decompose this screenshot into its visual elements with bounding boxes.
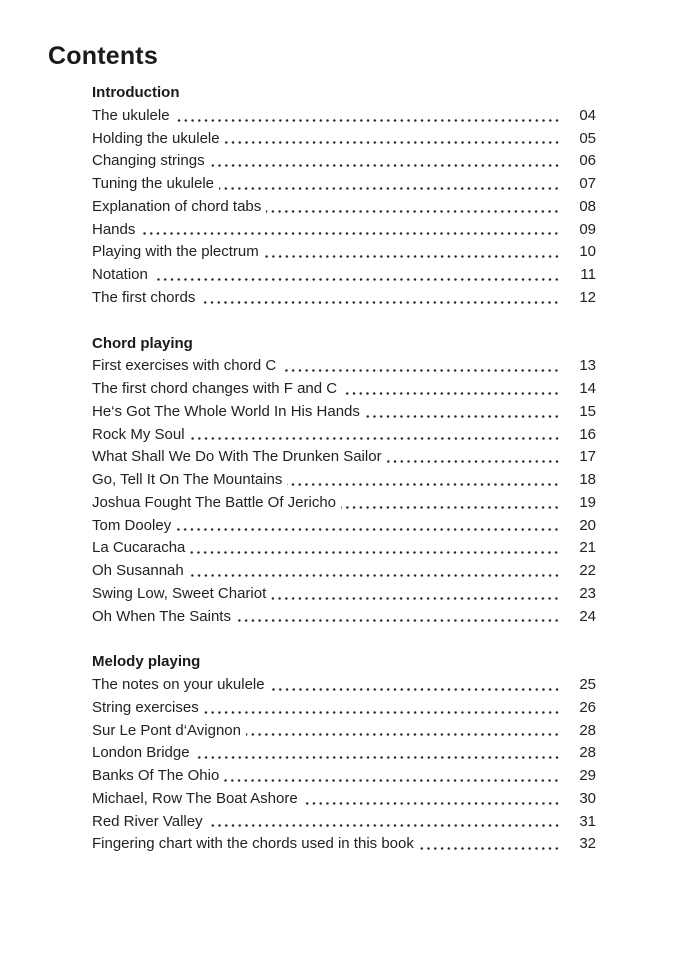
entry-title: The first chords <box>92 288 196 306</box>
entry-title: Explanation of chord tabs <box>92 197 262 215</box>
toc-entry <box>92 537 596 560</box>
entry-title: Red River Valley <box>92 812 203 830</box>
toc-entry <box>92 355 596 378</box>
section-heading: Melody playing <box>92 653 201 671</box>
toc-entry <box>92 150 596 173</box>
entry-title: Joshua Fought The Battle Of Jericho <box>92 493 337 511</box>
entry-page-number: 28 <box>579 744 596 762</box>
entry-page-number: 23 <box>579 584 596 602</box>
entry-page-number: 10 <box>579 243 596 261</box>
entry-page-number: 25 <box>579 676 596 693</box>
entry-page-number: 19 <box>579 493 596 511</box>
toc-entry <box>92 264 596 287</box>
toc-section <box>92 333 596 629</box>
toc-entry <box>92 606 596 629</box>
entry-page-number: 15 <box>579 402 596 420</box>
toc-entry <box>92 378 596 401</box>
entry-page-number: 16 <box>579 425 596 443</box>
toc-entry <box>92 515 596 538</box>
toc-entry <box>92 697 596 720</box>
dot-leader <box>219 765 572 788</box>
dot-leader <box>414 833 572 856</box>
toc-section <box>92 651 596 856</box>
entry-title: Tuning the ukulele <box>92 175 215 192</box>
toc-entry <box>92 788 596 811</box>
dot-leader <box>135 219 572 242</box>
entry-page-number: 13 <box>579 357 596 375</box>
toc-entry <box>92 765 596 788</box>
dot-leader <box>195 287 572 310</box>
dot-leader <box>190 742 572 765</box>
toc-entry <box>92 560 596 583</box>
entry-page-number: 09 <box>579 220 596 238</box>
entry-title: Michael, Row The Boat Ashore <box>92 789 298 807</box>
toc-entry <box>92 811 596 834</box>
entry-page-number: 04 <box>579 106 596 124</box>
entry-title: La Cucaracha <box>92 539 186 557</box>
entry-page-number: 20 <box>579 516 596 534</box>
entry-page-number: 29 <box>579 767 596 784</box>
entry-title: Notation <box>92 266 148 283</box>
entry-page-number: 21 <box>579 539 596 557</box>
entry-title: Oh When The Saints <box>92 607 231 625</box>
entry-title: Oh Susannah <box>92 562 184 579</box>
entry-page-number: 22 <box>579 562 596 579</box>
toc-entry <box>92 219 596 242</box>
toc-entry <box>92 674 596 697</box>
dot-leader <box>336 492 572 515</box>
entry-title: London Bridge <box>92 744 190 762</box>
dot-leader <box>282 469 572 492</box>
dot-leader <box>220 128 572 151</box>
entry-page-number: 11 <box>580 266 596 283</box>
entry-page-number: 06 <box>579 152 596 170</box>
table-of-contents <box>92 82 596 856</box>
page-title: Contents <box>48 42 158 70</box>
dot-leader <box>214 173 572 196</box>
dot-leader <box>205 150 572 173</box>
entry-title: Banks Of The Ohio <box>92 767 220 784</box>
toc-entry <box>92 105 596 128</box>
dot-leader <box>259 241 572 264</box>
dot-leader <box>266 583 572 606</box>
dot-leader <box>360 401 572 424</box>
dot-leader <box>184 560 572 583</box>
entry-page-number: 17 <box>579 448 596 466</box>
toc-entry <box>92 742 596 765</box>
entry-title: What Shall We Do With The Drunken Sailor <box>92 448 382 466</box>
entry-title: String exercises <box>92 698 199 716</box>
toc-entry <box>92 401 596 424</box>
toc-entry <box>92 128 596 151</box>
toc-entry <box>92 196 596 219</box>
entry-title: Fingering chart with the chords used in this book <box>92 835 414 853</box>
toc-entry <box>92 720 596 743</box>
dot-leader <box>171 515 572 538</box>
entry-title: Go, Tell It On The Mountains <box>92 471 283 488</box>
toc-entry <box>92 583 596 606</box>
dot-leader <box>382 446 572 469</box>
entry-page-number: 12 <box>579 288 596 306</box>
dot-leader <box>298 788 572 811</box>
entry-page-number: 31 <box>579 812 596 830</box>
dot-leader <box>265 674 572 697</box>
entry-title: First exercises with chord C <box>92 357 277 375</box>
entry-title: Playing with the plectrum <box>92 243 259 261</box>
entry-page-number: 28 <box>579 721 596 739</box>
entry-page-number: 18 <box>579 471 596 488</box>
toc-section <box>92 82 596 310</box>
toc-entry <box>92 173 596 196</box>
dot-leader <box>261 196 572 219</box>
entry-title: Tom Dooley <box>92 516 172 534</box>
entry-page-number: 14 <box>579 380 596 397</box>
toc-entry <box>92 833 596 856</box>
toc-entry <box>92 492 596 515</box>
dot-leader <box>148 264 572 287</box>
entry-title: Sur Le Pont d‘Avignon <box>92 721 241 739</box>
entry-page-number: 32 <box>579 835 596 853</box>
toc-entry <box>92 424 596 447</box>
entry-page-number: 30 <box>579 789 596 807</box>
entry-page-number: 26 <box>579 698 596 716</box>
dot-leader <box>185 537 572 560</box>
entry-title: He‘s Got The Whole World In His Hands <box>92 402 360 420</box>
entry-page-number: 08 <box>579 197 596 215</box>
dot-leader <box>199 697 572 720</box>
entry-title: Swing Low, Sweet Chariot <box>92 584 267 602</box>
entry-title: Holding the ukulele <box>92 129 220 147</box>
dot-leader <box>231 606 572 629</box>
entry-title: The ukulele <box>92 106 170 124</box>
entry-title: Changing strings <box>92 152 205 170</box>
entry-page-number: 05 <box>579 129 596 147</box>
entry-title: The notes on your ukulele <box>92 676 265 693</box>
entry-title: Hands <box>92 220 136 238</box>
section-heading: Introduction <box>92 84 180 101</box>
toc-entry <box>92 287 596 310</box>
entry-page-number: 24 <box>579 607 596 625</box>
entry-page-number: 07 <box>579 175 596 192</box>
dot-leader <box>170 105 572 128</box>
dot-leader <box>203 811 572 834</box>
entry-title: Rock My Soul <box>92 425 185 443</box>
dot-leader <box>241 720 572 743</box>
section-heading: Chord playing <box>92 334 193 352</box>
toc-entry <box>92 469 596 492</box>
toc-entry <box>92 446 596 469</box>
dot-leader <box>185 424 572 447</box>
dot-leader <box>337 378 572 401</box>
dot-leader <box>276 355 572 378</box>
toc-entry <box>92 241 596 264</box>
entry-title: The first chord changes with F and C <box>92 380 338 397</box>
